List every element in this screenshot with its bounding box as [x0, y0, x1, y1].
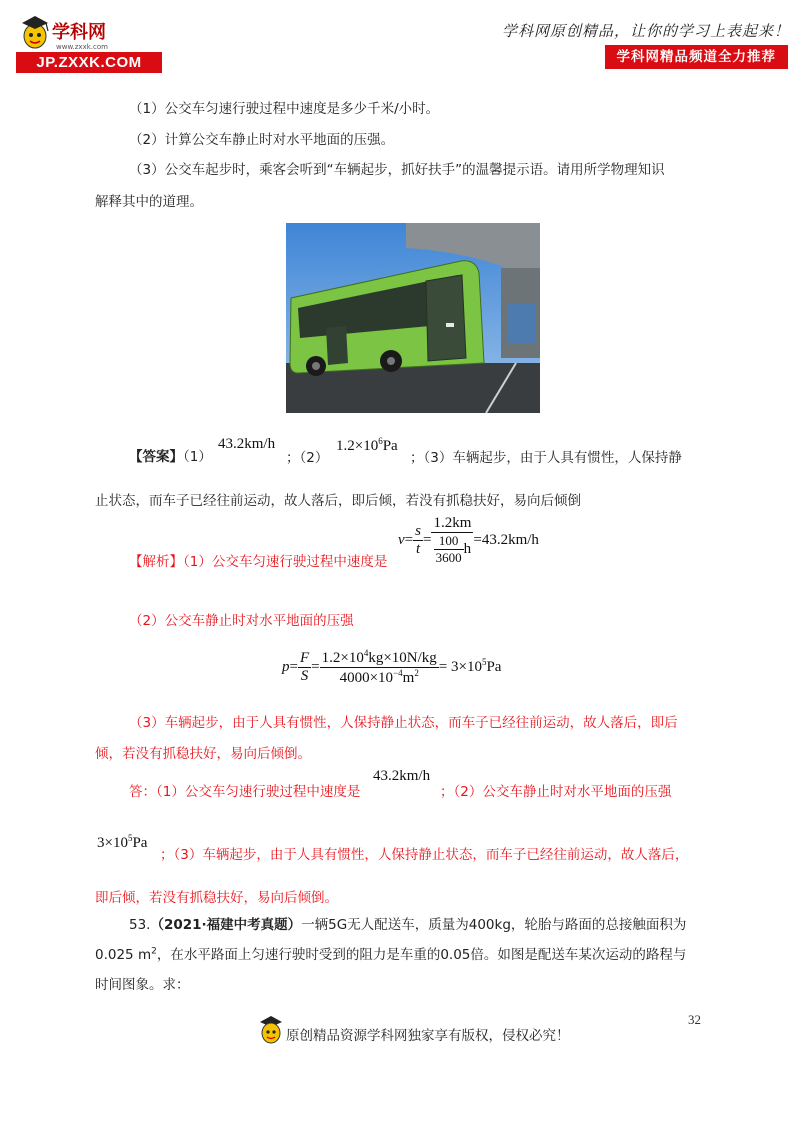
question-53-line-1: 53.（2021·福建中考真题）一辆5G无人配送车，质量为400kg，轮胎与路面的总接触面积为 — [129, 917, 687, 933]
answer-part-1-prefix: （1） — [183, 449, 212, 465]
answer-line-2: 止状态，而车子已经往前运动，故人落后，即后倾，若没有抓稳扶好，易向后倾倒 — [95, 493, 581, 509]
answer-part-2-prefix: ；（2） — [286, 450, 329, 466]
page-number: 32 — [688, 1012, 701, 1027]
header-badge: 学科网精品频道全力推荐 — [605, 45, 789, 69]
logo-small-url: www.zxxk.com — [56, 43, 108, 51]
velocity-equation: v= $\frac{s}{t}$ = 1.2km $\frac{100}{3600}$ h =43.2km/h — [398, 515, 539, 565]
footer-copyright: 原创精品资源学科网独家享有版权，侵权必究！ — [286, 1028, 570, 1044]
question-source: （2021·福建中考真题） — [150, 917, 302, 933]
answer-line-1 — [129, 445, 212, 465]
logo-url-banner: JP.ZXXK.COM — [16, 52, 162, 73]
answer-part-3: ；（3）车辆起步，由于人具有惯性，人保持静 — [410, 450, 682, 466]
summary-part-4: 即后倾，若没有抓稳扶好，易向后倾倒。 — [95, 890, 338, 906]
pressure-equation: p= $\frac{F}{S}$ = $\frac{1.2\times 10^4kg\times 10N/kg}{4000\times 10^{-4}m^2}$ = $3\times 10^5Pa$ — [282, 648, 502, 686]
analysis-line-1 — [129, 550, 387, 570]
bus-photo — [286, 223, 540, 413]
question-part-3-line-1: （3）公交车起步时，乘客会听到“车辆起步，抓好扶手”的温馨提示语。请用所学物理知识 — [129, 162, 665, 178]
question-part-2: （2）计算公交车静止时对水平地面的压强。 — [129, 132, 395, 148]
analysis-part-2: （2）公交车静止时对水平地面的压强 — [129, 613, 354, 629]
summary-value-2: $3\times 10^5Pa$ — [97, 833, 148, 851]
analysis-part-1: （1）公交车匀速行驶过程中速度是 — [183, 554, 388, 570]
question-53-line-3: 时间图象。求： — [95, 977, 190, 993]
analysis-part-3-line-1: （3）车辆起步，由于人具有惯性，人保持静止状态，而车子已经往前运动，故人落后，即后 — [129, 715, 678, 731]
answer-value-2: $1.2\times 10^6Pa$ — [336, 436, 398, 454]
summary-part-1: 答：（1）公交车匀速行驶过程中速度是 — [129, 784, 361, 800]
logo-text: 学科网 — [52, 22, 106, 43]
summary-part-2: ；（2）公交车静止时对水平地面的压强 — [440, 784, 672, 800]
header-slogan: 学科网原创精品，让你的学习上表起来！ — [501, 22, 790, 40]
mascot-icon — [18, 14, 52, 50]
question-part-3-line-2: 解释其中的道理。 — [95, 194, 203, 210]
logo — [12, 14, 162, 76]
summary-value-1: 43.2km/h — [373, 768, 431, 784]
answer-label: 【答案】 — [129, 449, 183, 465]
question-part-1: （1）公交车匀速行驶过程中速度是多少千米/小时。 — [129, 101, 440, 117]
question-number: 53. — [129, 917, 151, 933]
answer-value-1: 43.2km/h — [218, 436, 276, 452]
analysis-part-3-line-2: 倾，若没有抓稳扶好，易向后倾倒。 — [95, 746, 311, 762]
analysis-label: 【解析】 — [129, 554, 183, 570]
footer-mascot-icon — [258, 1014, 284, 1048]
summary-part-3: ；（3）车辆起步，由于人具有惯性，人保持静止状态，而车子已经往前运动，故人落后， — [160, 847, 689, 863]
question-53-line-2: 0.025 $m^2$，在水平路面上匀速行驶时受到的阻力是车重的0.05倍。如图是配送车某次运动的路程与 — [95, 946, 687, 963]
